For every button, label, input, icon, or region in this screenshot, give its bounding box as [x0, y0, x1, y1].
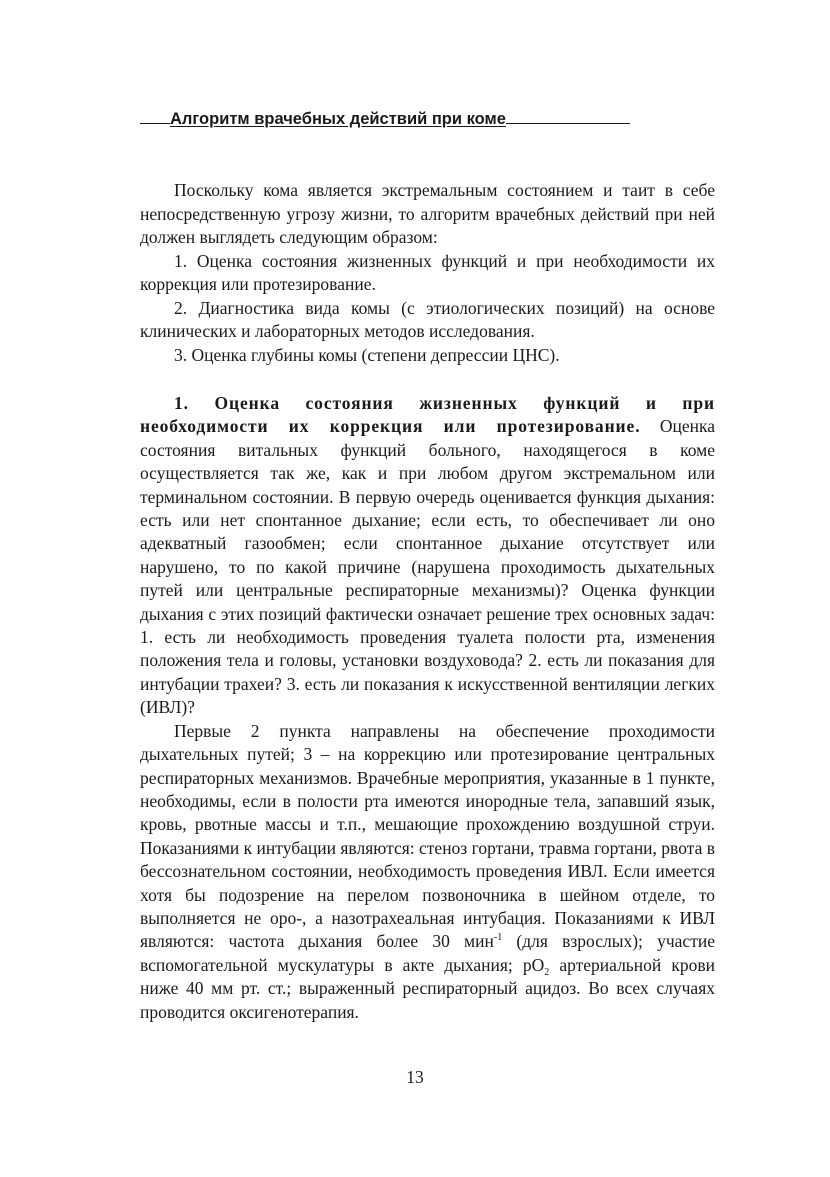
- section-1-title: 1. Оценка состояния жизненных функций и при необходимости их коррекция или протезирование.: [140, 393, 715, 437]
- section-1-body: [140, 392, 715, 1024]
- intro-paragraph: Поскольку кома является экстремальным состоянием и таит в себе непосредственную угрозу жизни, то алгоритм врачебных действий при ней должен выглядеть следующим образом:: [140, 180, 715, 247]
- intro-list-item: 1. Оценка состояния жизненных функций и при необходимости их коррекция или протезирование.: [140, 250, 715, 294]
- section-1-paragraph-1-text: Оценка состояния витальных функций больного, находящегося в коме осуществляется так же, как и при любом другом экстремальном или терминальном состоянии. В первую очередь оценивается функция дыхания: есть или нет спонтанное дыхание; если есть, то обеспечивает ли оно адекватный газообмен; если спонтанное дыхание отсутствует или нарушено, то по какой причине (нарушена проходимость дыхательных путей или центральные респираторные механизмы)? Оценка функции дыхания с этих позиций фактически означает решение трех основных задач: 1. есть ли необходимость проведения туалета полости рта, изменения положения тела и головы, установки воздуховода? 2. есть ли показания для интубации трахеи? 3. есть ли показания к искусственной вентиляции легких (ИВЛ)?: [140, 416, 715, 718]
- intro-block: [140, 179, 715, 367]
- intro-list-item: 3. Оценка глубины комы (степени депрессии ЦНС).: [174, 344, 560, 365]
- section-1-paragraph-1: [140, 392, 715, 720]
- intro-list-item: 2. Диагностика вида комы (с этиологических позиций) на основе клинических и лабораторных методов исследования.: [140, 297, 715, 341]
- paragraph-2-text-a: Первые 2 пункта направлены на обеспечение проходимости дыхательных путей; 3 – на коррекцию или протезирование центральных респираторных механизмов. Врачебные мероприятия, указанные в 1 пункте, необходимы, если в полости рта имеются инородные тела, запавший язык, кровь, рвотные массы и т.п., мешающие прохождению воздушной струи. Показаниями к интубации являются: стеноз гортани, травма гортани, рвота в бессознательном состоянии, необходимость проведения ИВЛ. Если имеется хотя бы подозрение на перелом позвоночника в шейном отделе, то выполняется не оро-, а назотрахеальная интубация. Показаниями к ИВЛ являются: частота дыхания более 30 мин: [140, 720, 715, 952]
- superscript-minus-one: -1: [493, 932, 503, 944]
- heading-underline-lead: [140, 108, 170, 124]
- page-content: [140, 108, 715, 1024]
- subscript-two: 2: [544, 966, 550, 978]
- heading-title: Алгоритм врачебных действий при коме: [170, 110, 506, 128]
- heading-underline-trail: [506, 108, 630, 124]
- paragraph-2-text-b: (для взрослых); участие вспомогательной мускулатуры в акте дыхания; pO: [140, 931, 715, 975]
- paragraph-2-text-c: артериальной крови ниже 40 мм рт. ст.; выраженный респираторный ацидоз. Во всех случаях проводится оксигенотерапия.: [140, 954, 715, 1022]
- page-number: 13: [406, 1067, 424, 1087]
- section-heading: [140, 108, 715, 130]
- section-1-paragraph-2: [140, 720, 715, 1024]
